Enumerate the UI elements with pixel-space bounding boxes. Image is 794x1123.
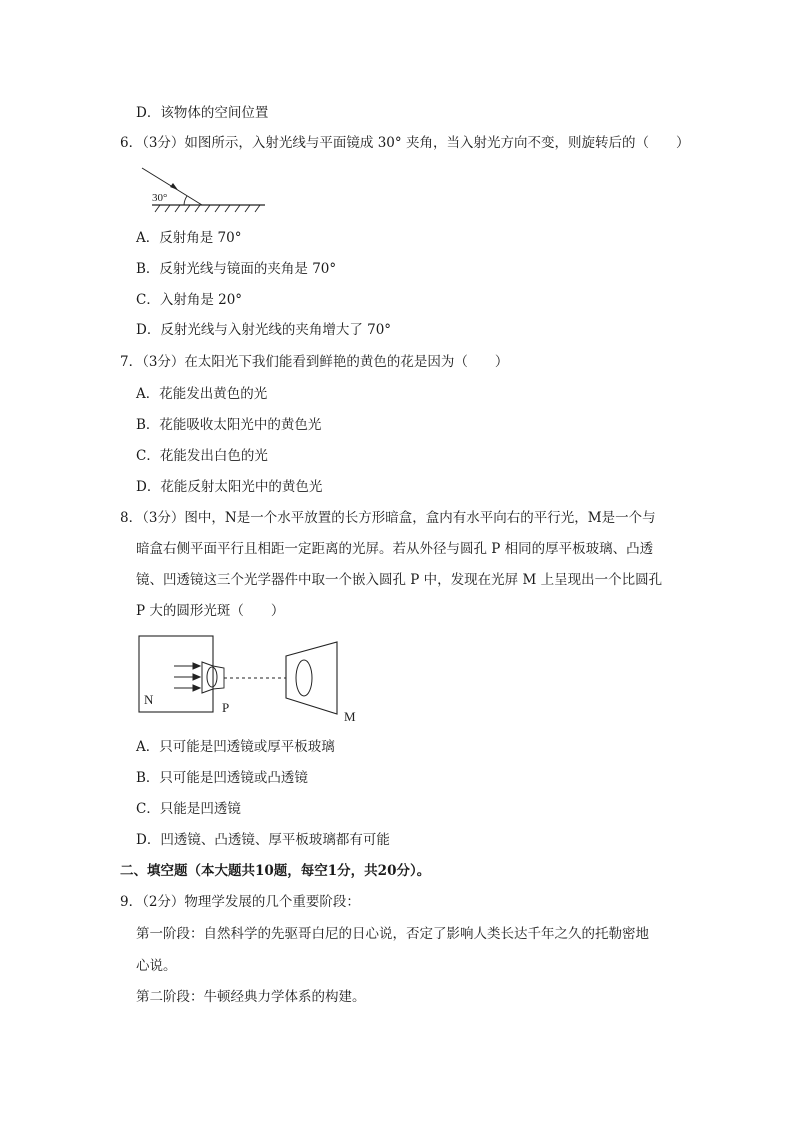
label-n: N	[144, 692, 154, 707]
mirror-hatching	[155, 205, 260, 212]
q7-option-c: C．花能发出白色的光	[136, 448, 268, 464]
q8-option-d: D．凹透镜、凸透镜、厚平板玻璃都有可能	[136, 832, 390, 848]
label-m: M	[344, 709, 356, 724]
q8-lens-figure	[136, 632, 366, 726]
q7-stem: 7．（3分）在太阳光下我们能看到鲜艳的黄色的花是因为（ ）	[120, 354, 509, 370]
q8-option-b: B．只可能是凹透镜或凸透镜	[136, 770, 308, 786]
q8-stem-line-3: 镜、凹透镜这三个光学器件中取一个嵌入圆孔 P 中，发现在光屏 M 上呈现出一个比圆孔	[136, 572, 663, 588]
label-p: P	[222, 700, 230, 715]
q7-option-d: D．花能反射太阳光中的黄色光	[136, 479, 323, 495]
q5-option-d: D．该物体的空间位置	[136, 105, 269, 121]
q8-option-c: C．只能是凹透镜	[136, 801, 241, 817]
section-2-title: 二、填空题（本大题共10题，每空1分，共20分）。	[120, 863, 431, 879]
angle-label: 30°	[152, 192, 168, 204]
q8-stem-line-2: 暗盒右侧平面平行且相距一定距离的光屏。若从外径与圆孔 P 相同的厚平板玻璃、凸透	[136, 541, 654, 557]
q8-stem-line-4: P 大的圆形光斑（ ）	[136, 603, 285, 619]
q9-line-2: 心说。	[136, 958, 177, 974]
q7-option-b: B．花能吸收太阳光中的黄色光	[136, 417, 322, 433]
q6-mirror-figure	[138, 162, 270, 216]
q9-line-3: 第二阶段：牛顿经典力学体系的构建。	[136, 989, 366, 1005]
q8-option-a: A．只可能是凹透镜或厚平板玻璃	[136, 739, 335, 755]
q8-stem-line-1: 8．（3分）图中，N是一个水平放置的长方形暗盒，盒内有水平向右的平行光，M是一个与	[120, 510, 656, 526]
q9-line-1: 第一阶段：自然科学的先驱哥白尼的日心说，否定了影响人类长达千年之久的托勒密地	[136, 926, 649, 942]
q6-option-a: A．反射角是 70°	[136, 230, 242, 246]
q6-option-c: C．入射角是 20°	[136, 292, 243, 308]
incident-ray-arrow	[170, 183, 178, 190]
q7-option-a: A．花能发出黄色的光	[136, 386, 268, 402]
q6-option-d: D．反射光线与入射光线的夹角增大了 70°	[136, 322, 392, 338]
parallel-light-arrows	[174, 663, 200, 691]
q6-stem: 6．（3分）如图所示，入射光线与平面镜成 30° 夹角，当入射光方向不变，则旋转后的（ ）	[120, 135, 690, 151]
angle-arc	[184, 196, 187, 205]
light-spot	[296, 660, 312, 696]
q9-stem: 9．（2分）物理学发展的几个重要阶段：	[120, 894, 360, 910]
q6-option-b: B．反射光线与镜面的夹角是 70°	[136, 261, 337, 277]
